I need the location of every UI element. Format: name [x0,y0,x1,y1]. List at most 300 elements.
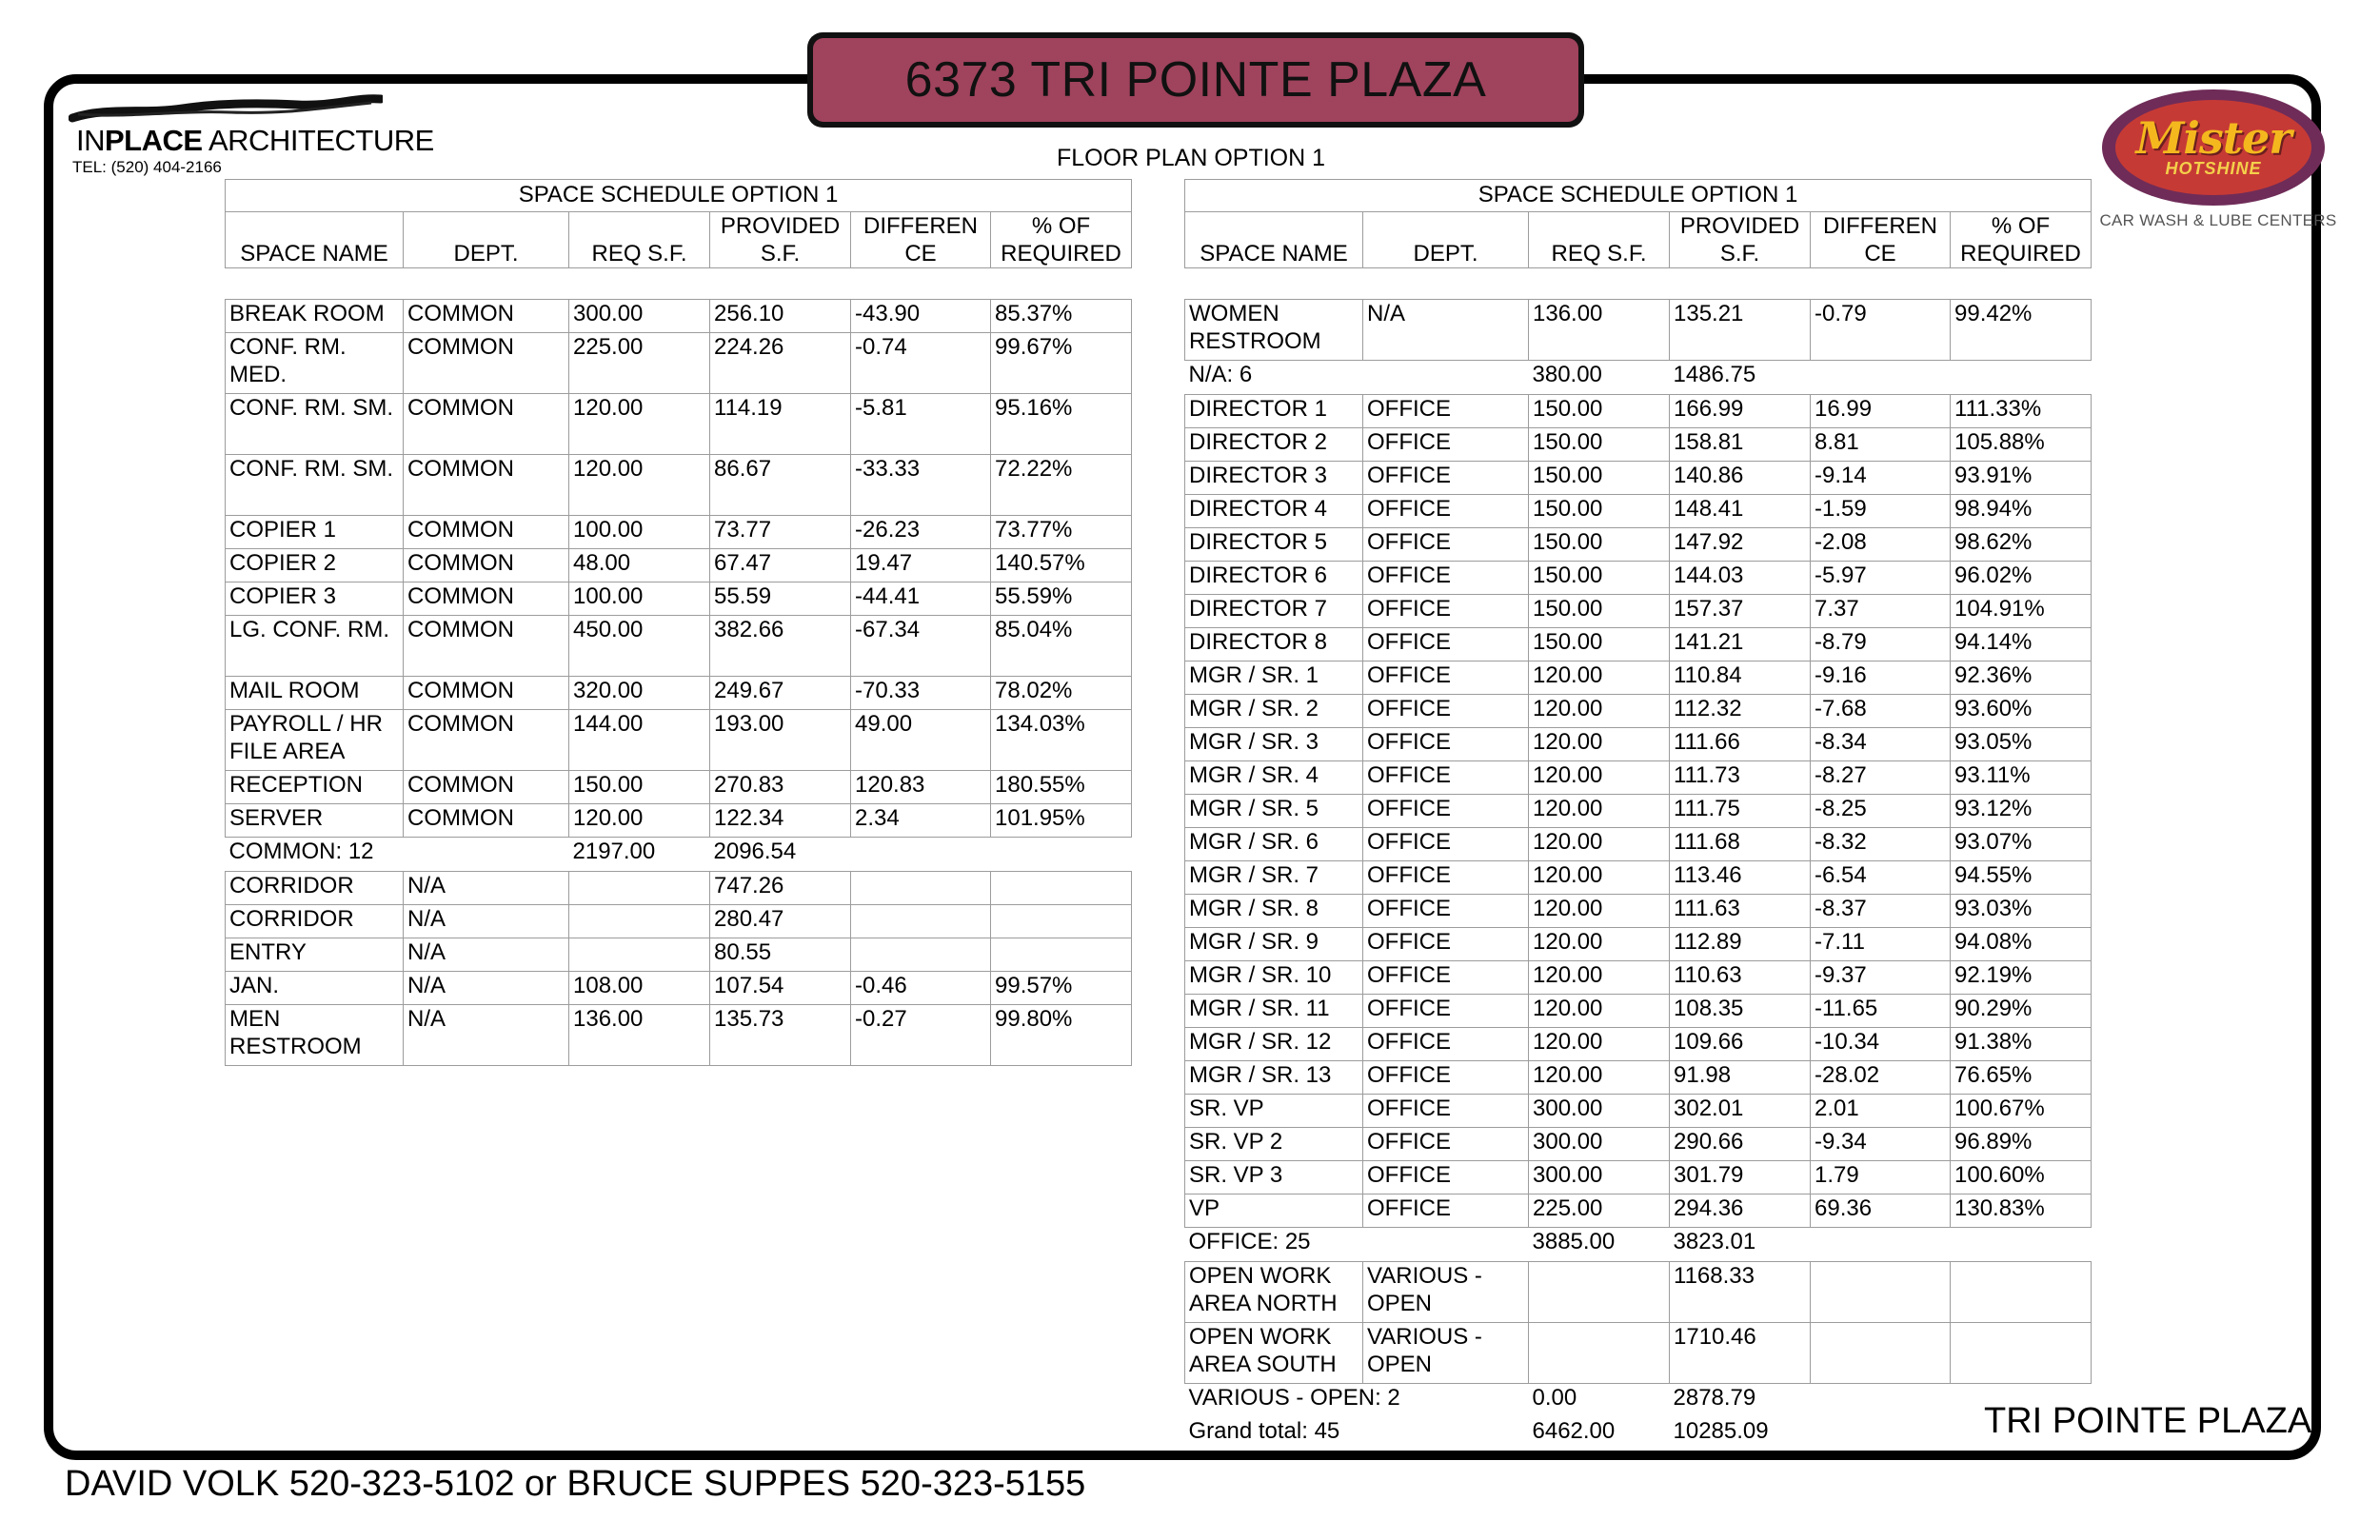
difference-cell: -0.46 [851,972,991,1005]
space-name-cell: CONF. RM. SM. [226,394,404,455]
dept-cell: OFFICE [1363,895,1529,928]
table-row [1185,1262,2092,1323]
difference-cell: -5.97 [1811,562,1951,595]
pct-required-cell: 99.80% [991,1005,1132,1066]
dept-cell: OFFICE [1363,628,1529,661]
dept-cell: OFFICE [1363,595,1529,628]
difference-cell: -8.79 [1811,628,1951,661]
footer-project-name: TRI POINTE PLAZA [1984,1401,2312,1441]
provided-sf-cell: 193.00 [710,710,851,771]
dept-cell: COMMON [404,710,569,771]
req-sf-cell: 300.00 [1529,1128,1670,1161]
space-name-cell: SR. VP 2 [1185,1128,1363,1161]
provided-sf-cell: 135.21 [1670,300,1811,361]
provided-sf-cell: 108.35 [1670,995,1811,1028]
provided-sf-cell: 141.21 [1670,628,1811,661]
pct-required-cell [991,905,1132,938]
space-name-cell: ENTRY [226,938,404,972]
provided-sf-cell: 147.92 [1670,528,1811,562]
difference-cell: -11.65 [1811,995,1951,1028]
empty-cell [1951,361,2092,395]
provided-sf-cell: 1168.33 [1670,1262,1811,1323]
provided-sf-cell: 55.59 [710,582,851,616]
architect-logo [69,89,434,181]
difference-cell: 2.01 [1811,1095,1951,1128]
table-row [1185,961,2092,995]
difference-cell: -5.81 [851,394,991,455]
req-sf-cell: 120.00 [1529,828,1670,861]
space-name-cell: LG. CONF. RM. [226,616,404,677]
table-row [1185,695,2092,728]
dept-cell: COMMON [404,333,569,394]
provided-sf-cell: 140.86 [1670,462,1811,495]
provided-sf-cell: 110.84 [1670,661,1811,695]
provided-sf-cell: 91.98 [1670,1061,1811,1095]
page-title: 6373 TRI POINTE PLAZA [813,38,1578,122]
difference-cell [1811,1323,1951,1384]
header-req-sf: REQ S.F. [1529,212,1670,268]
pct-required-cell: 96.02% [1951,562,2092,595]
space-name-cell: CORRIDOR [226,905,404,938]
difference-cell: -8.27 [1811,761,1951,795]
provided-sf-cell: 747.26 [710,872,851,905]
provided-sf-cell: 148.41 [1670,495,1811,528]
difference-cell: -9.37 [1811,961,1951,995]
space-name-cell: COPIER 1 [226,516,404,549]
difference-cell: -8.25 [1811,795,1951,828]
table-row [226,677,1132,710]
subtotal-req-sf: 6462.00 [1532,1418,1616,1444]
difference-cell: -1.59 [1811,495,1951,528]
table-row [1185,628,2092,661]
table-row [1185,1161,2092,1194]
req-sf-cell: 150.00 [1529,428,1670,462]
empty-cell [1811,1384,1951,1418]
pct-required-cell: 93.60% [1951,695,2092,728]
pct-required-cell: 134.03% [991,710,1132,771]
pct-required-cell: 99.67% [991,333,1132,394]
provided-sf-cell: 157.37 [1670,595,1811,628]
dept-cell: OFFICE [1363,428,1529,462]
table-row [1185,661,2092,695]
caption-row [226,180,1132,212]
subtotal-provided-sf: 2878.79 [1673,1385,1756,1411]
space-name-cell: DIRECTOR 1 [1185,395,1363,428]
subtotal-row [1185,1228,2092,1262]
subtotal-label: Grand total: 45 [1188,1418,1340,1444]
table-row [226,872,1132,905]
dept-cell: N/A [1363,300,1529,361]
table-row [1185,1095,2092,1128]
space-name-cell: DIRECTOR 7 [1185,595,1363,628]
space-name-cell: MGR / SR. 1 [1185,661,1363,695]
req-sf-cell: 450.00 [569,616,710,677]
table-row [1185,300,2092,361]
dept-cell: OFFICE [1363,728,1529,761]
provided-sf-cell: 111.63 [1670,895,1811,928]
table-row [226,771,1132,804]
req-sf-cell [569,872,710,905]
table-row [1185,395,2092,428]
dept-cell: OFFICE [1363,661,1529,695]
dept-cell: N/A [404,972,569,1005]
provided-sf-cell: 113.46 [1670,861,1811,895]
req-sf-cell: 120.00 [569,804,710,838]
provided-sf-cell: 112.32 [1670,695,1811,728]
req-sf-cell: 300.00 [1529,1095,1670,1128]
empty-cell [1951,1228,2092,1262]
table-row [1185,1323,2092,1384]
pct-required-cell: 92.36% [1951,661,2092,695]
pct-required-cell: 90.29% [1951,995,2092,1028]
req-sf-cell: 48.00 [569,549,710,582]
space-name-cell: MGR / SR. 6 [1185,828,1363,861]
space-name-cell: DIRECTOR 6 [1185,562,1363,595]
difference-cell: 2.34 [851,804,991,838]
space-name-cell: MGR / SR. 3 [1185,728,1363,761]
provided-sf-cell: 110.63 [1670,961,1811,995]
subtotal-provided-sf: 2096.54 [713,839,797,864]
provided-sf-cell: 111.66 [1670,728,1811,761]
difference-cell: 1.79 [1811,1161,1951,1194]
provided-sf-cell: 294.36 [1670,1194,1811,1228]
table-row [1185,562,2092,595]
difference-cell: -9.16 [1811,661,1951,695]
pct-required-cell: 93.91% [1951,462,2092,495]
pct-required-cell [1951,1262,2092,1323]
caption-row [1185,180,2092,212]
dept-cell: COMMON [404,616,569,677]
empty-cell [1811,1228,1951,1262]
title-banner [807,32,1584,128]
space-name-cell: MGR / SR. 11 [1185,995,1363,1028]
req-sf-cell: 150.00 [1529,628,1670,661]
dept-cell: N/A [404,905,569,938]
difference-cell: -33.33 [851,455,991,516]
pct-required-cell: 93.03% [1951,895,2092,928]
space-name-cell: JAN. [226,972,404,1005]
subtotal-provided-sf: 3823.01 [1673,1229,1756,1254]
space-name-cell: DIRECTOR 5 [1185,528,1363,562]
provided-sf-cell: 382.66 [710,616,851,677]
difference-cell: -6.54 [1811,861,1951,895]
req-sf-cell: 136.00 [569,1005,710,1066]
header-provided-sf: PROVIDED S.F. [710,212,851,268]
provided-sf-cell: 256.10 [710,300,851,333]
dept-cell: N/A [404,1005,569,1066]
header-pct-required: % OF REQUIRED [991,212,1132,268]
req-sf-cell: 150.00 [1529,562,1670,595]
pct-required-cell: 93.12% [1951,795,2092,828]
space-name-cell: COPIER 2 [226,549,404,582]
req-sf-cell [1529,1323,1670,1384]
req-sf-cell: 150.00 [1529,528,1670,562]
logo-oval [2102,89,2325,206]
dept-cell: OFFICE [1363,695,1529,728]
pct-required-cell: 93.05% [1951,728,2092,761]
provided-sf-cell: 67.47 [710,549,851,582]
dept-cell: OFFICE [1363,961,1529,995]
header-row [1185,212,2092,268]
space-name-cell: MGR / SR. 9 [1185,928,1363,961]
pct-required-cell: 85.37% [991,300,1132,333]
req-sf-cell: 120.00 [1529,861,1670,895]
provided-sf-cell: 73.77 [710,516,851,549]
pct-required-cell: 94.55% [1951,861,2092,895]
pct-required-cell: 94.14% [1951,628,2092,661]
table-row [226,804,1132,838]
req-sf-cell: 300.00 [569,300,710,333]
dept-cell: OFFICE [1363,1028,1529,1061]
dept-cell: OFFICE [1363,995,1529,1028]
space-name-cell: MEN RESTROOM [226,1005,404,1066]
difference-cell: -2.08 [1811,528,1951,562]
subtotal-provided-sf: 1486.75 [1673,362,1756,387]
space-name-cell: SR. VP [1185,1095,1363,1128]
pct-required-cell: 93.11% [1951,761,2092,795]
pct-required-cell [991,938,1132,972]
table-row [1185,1128,2092,1161]
subtotal-req-sf: 380.00 [1532,362,1602,387]
table-row [226,582,1132,616]
table-row [1185,428,2092,462]
req-sf-cell: 150.00 [1529,462,1670,495]
pct-required-cell: 93.07% [1951,828,2092,861]
space-name-cell: RECEPTION [226,771,404,804]
provided-sf-cell: 135.73 [710,1005,851,1066]
pct-required-cell: 100.67% [1951,1095,2092,1128]
difference-cell: -8.37 [1811,895,1951,928]
pct-required-cell: 180.55% [991,771,1132,804]
space-name-cell: OPEN WORK AREA NORTH [1185,1262,1363,1323]
architect-phone: TEL: (520) 404-2166 [72,158,222,176]
dept-cell: COMMON [404,582,569,616]
req-sf-cell: 120.00 [1529,995,1670,1028]
req-sf-cell: 120.00 [569,394,710,455]
difference-cell: -8.34 [1811,728,1951,761]
dept-cell: OFFICE [1363,395,1529,428]
pct-required-cell: 73.77% [991,516,1132,549]
table-row [226,549,1132,582]
provided-sf-cell: 301.79 [1670,1161,1811,1194]
space-name-cell: CORRIDOR [226,872,404,905]
table-row [226,905,1132,938]
contact-line: DAVID VOLK 520-323-5102 or BRUCE SUPPES 520-323-5155 [65,1464,1086,1504]
pct-required-cell: 98.94% [1951,495,2092,528]
header-space-name: SPACE NAME [226,212,404,268]
req-sf-cell: 150.00 [569,771,710,804]
table-caption: SPACE SCHEDULE OPTION 1 [1185,180,2092,212]
dept-cell: OFFICE [1363,1161,1529,1194]
subtotal-req-sf: 3885.00 [1532,1229,1616,1254]
provided-sf-cell: 111.68 [1670,828,1811,861]
pct-required-cell: 99.57% [991,972,1132,1005]
empty-cell [1811,361,1951,395]
pct-required-cell: 104.91% [1951,595,2092,628]
table-row [226,516,1132,549]
req-sf-cell: 108.00 [569,972,710,1005]
table-row [1185,595,2092,628]
req-sf-cell [1529,1262,1670,1323]
pct-required-cell: 105.88% [1951,428,2092,462]
header-difference: DIFFEREN CE [851,212,991,268]
subtotal-req-sf: 2197.00 [572,839,656,864]
table-row [1185,495,2092,528]
req-sf-cell: 136.00 [1529,300,1670,361]
pct-required-cell: 55.59% [991,582,1132,616]
pct-required-cell [991,872,1132,905]
req-sf-cell: 120.00 [1529,795,1670,828]
req-sf-cell: 100.00 [569,582,710,616]
provided-sf-cell: 114.19 [710,394,851,455]
req-sf-cell: 120.00 [1529,961,1670,995]
subtotal-row [1185,1384,2092,1418]
subtotal-row [1185,1417,2092,1451]
subtotal-row [1185,361,2092,395]
dept-cell: OFFICE [1363,795,1529,828]
req-sf-cell: 225.00 [1529,1194,1670,1228]
space-name-cell: MGR / SR. 13 [1185,1061,1363,1095]
req-sf-cell [569,905,710,938]
dept-cell: COMMON [404,804,569,838]
difference-cell: 120.83 [851,771,991,804]
header-space-name: SPACE NAME [1185,212,1363,268]
dept-cell: OFFICE [1363,1128,1529,1161]
req-sf-cell: 320.00 [569,677,710,710]
space-name-cell: MGR / SR. 10 [1185,961,1363,995]
table-row [226,938,1132,972]
difference-cell [851,905,991,938]
req-sf-cell: 300.00 [1529,1161,1670,1194]
table-caption: SPACE SCHEDULE OPTION 1 [226,180,1132,212]
difference-cell: -0.27 [851,1005,991,1066]
subtotal-label: OFFICE: 25 [1188,1229,1311,1254]
provided-sf-cell: 290.66 [1670,1128,1811,1161]
dept-cell: OFFICE [1363,861,1529,895]
req-sf-cell: 120.00 [1529,661,1670,695]
spacer-row [1185,268,2092,300]
req-sf-cell: 150.00 [1529,595,1670,628]
dept-cell: OFFICE [1363,562,1529,595]
header-row [226,212,1132,268]
space-name-cell: VP [1185,1194,1363,1228]
brand-name: Mister [2135,112,2291,165]
req-sf-cell: 120.00 [1529,1061,1670,1095]
table-row [1185,1028,2092,1061]
provided-sf-cell: 111.73 [1670,761,1811,795]
provided-sf-cell: 111.75 [1670,795,1811,828]
req-sf-cell: 120.00 [1529,761,1670,795]
left-space-schedule-table [225,179,1132,1066]
dept-cell: VARIOUS - OPEN [1363,1262,1529,1323]
space-name-cell: COPIER 3 [226,582,404,616]
dept-cell: COMMON [404,677,569,710]
table-row [226,333,1132,394]
difference-cell: -0.79 [1811,300,1951,361]
table-row [226,710,1132,771]
difference-cell [851,938,991,972]
empty-cell [851,838,991,872]
space-name-cell: MGR / SR. 12 [1185,1028,1363,1061]
table-row [226,1005,1132,1066]
difference-cell: -9.34 [1811,1128,1951,1161]
header-pct-required: % OF REQUIRED [1951,212,2092,268]
table-row [1185,462,2092,495]
dept-cell: OFFICE [1363,1194,1529,1228]
empty-cell [991,838,1132,872]
header-req-sf: REQ S.F. [569,212,710,268]
space-name-cell: CONF. RM. SM. [226,455,404,516]
difference-cell: -0.74 [851,333,991,394]
table-row [1185,995,2092,1028]
space-name-cell: SR. VP 3 [1185,1161,1363,1194]
pct-required-cell [1951,1323,2092,1384]
pct-required-cell: 78.02% [991,677,1132,710]
empty-cell [1811,1417,1951,1451]
table-row [1185,928,2092,961]
difference-cell: -7.68 [1811,695,1951,728]
space-name-cell: OPEN WORK AREA SOUTH [1185,1323,1363,1384]
provided-sf-cell: 109.66 [1670,1028,1811,1061]
architect-name: INPLACE ARCHITECTURE [76,124,434,157]
provided-sf-cell: 80.55 [710,938,851,972]
table-row [1185,861,2092,895]
provided-sf-cell: 158.81 [1670,428,1811,462]
header-dept: DEPT. [404,212,569,268]
req-sf-cell: 144.00 [569,710,710,771]
table-row [226,616,1132,677]
dept-cell: COMMON [404,549,569,582]
req-sf-cell [569,938,710,972]
header-difference: DIFFEREN CE [1811,212,1951,268]
dept-cell: VARIOUS - OPEN [1363,1323,1529,1384]
req-sf-cell: 100.00 [569,516,710,549]
dept-cell: OFFICE [1363,1061,1529,1095]
table-row [1185,761,2092,795]
pct-required-cell: 76.65% [1951,1061,2092,1095]
space-name-cell: MAIL ROOM [226,677,404,710]
difference-cell: 8.81 [1811,428,1951,462]
difference-cell: 19.47 [851,549,991,582]
provided-sf-cell: 249.67 [710,677,851,710]
req-sf-cell: 150.00 [1529,395,1670,428]
space-name-cell: WOMEN RESTROOM [1185,300,1363,361]
provided-sf-cell: 1710.46 [1670,1323,1811,1384]
dept-cell: COMMON [404,771,569,804]
dept-cell: OFFICE [1363,462,1529,495]
pct-required-cell: 72.22% [991,455,1132,516]
difference-cell [1811,1262,1951,1323]
subtotal-req-sf: 0.00 [1532,1385,1577,1411]
header-dept: DEPT. [1363,212,1529,268]
table-row [1185,795,2092,828]
req-sf-cell: 120.00 [1529,1028,1670,1061]
space-name-cell: MGR / SR. 7 [1185,861,1363,895]
difference-cell: -44.41 [851,582,991,616]
pct-required-cell: 95.16% [991,394,1132,455]
space-name-cell: MGR / SR. 8 [1185,895,1363,928]
table-row [226,455,1132,516]
space-name-cell: DIRECTOR 3 [1185,462,1363,495]
table-row [226,972,1132,1005]
difference-cell: -43.90 [851,300,991,333]
mister-hotshine-logo [2092,86,2344,238]
difference-cell: 69.36 [1811,1194,1951,1228]
right-space-schedule-table [1184,179,2092,1451]
brand-tagline: CAR WASH & LUBE CENTERS [2099,211,2337,229]
pct-required-cell: 140.57% [991,549,1132,582]
difference-cell: -28.02 [1811,1061,1951,1095]
